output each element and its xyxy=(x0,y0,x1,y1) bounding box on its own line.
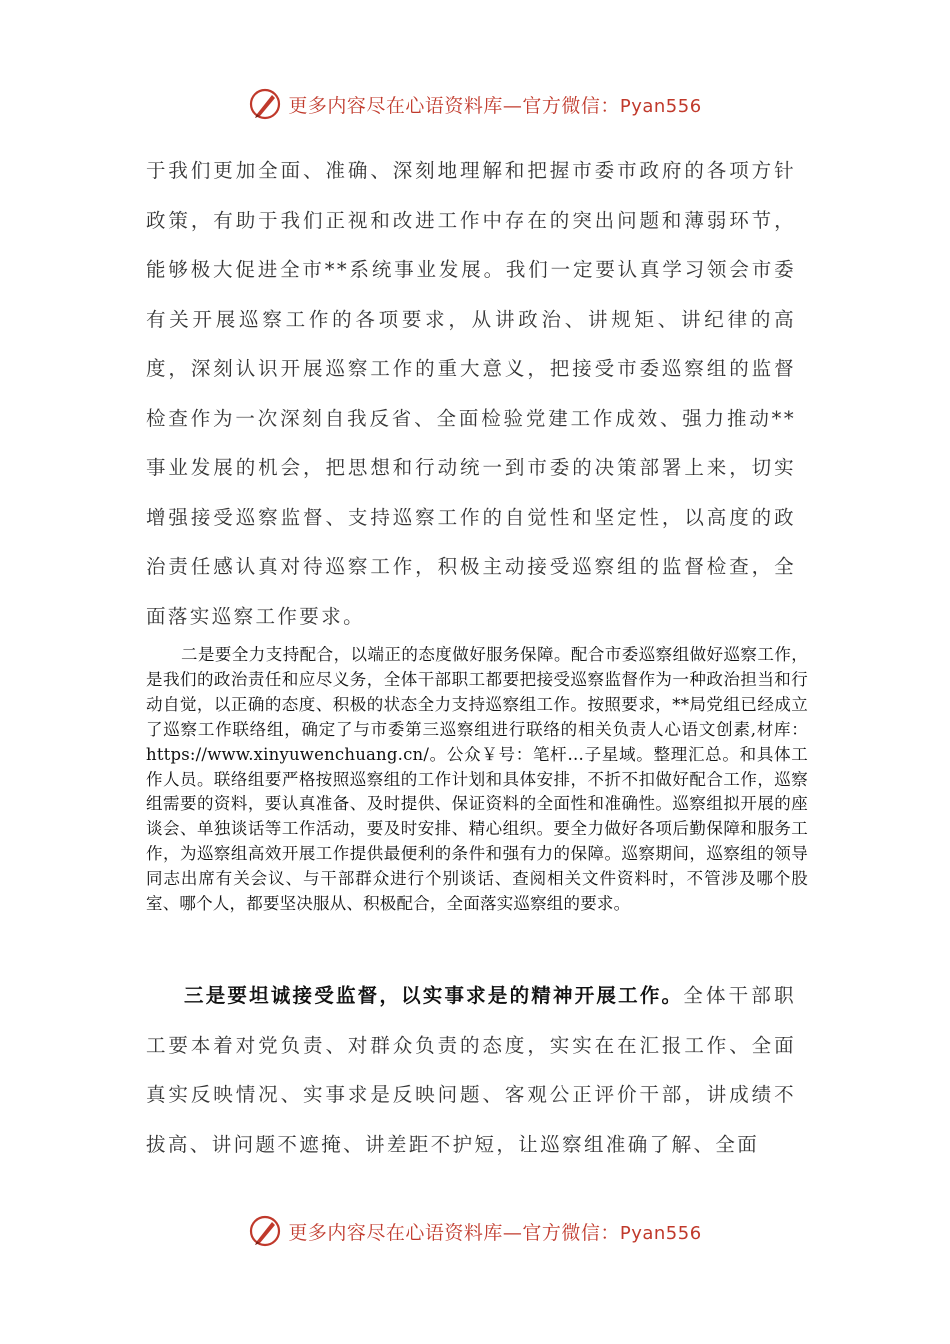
paragraph-3-heading: 三是要坦诚接受监督，以实事求是的精神开展工作。 xyxy=(184,984,684,1007)
footer-banner-text: 更多内容尽在心语资料库—官方微信：Pyan556 xyxy=(288,1221,702,1244)
pen-logo-icon xyxy=(248,87,282,121)
footer-banner xyxy=(0,1211,950,1251)
paragraph-3 xyxy=(146,971,796,1169)
header-banner xyxy=(0,84,950,124)
header-banner-text: 更多内容尽在心语资料库—官方微信：Pyan556 xyxy=(288,94,702,117)
paragraph-3-text: 全体干部职工要本着对党负责、对群众负责的态度，实实在在汇报工作、全面真实反映情况、实事求是反映问题、客观公正评价干部，讲成绩不拔高、讲问题不遮掩、讲差距不护短，让巡察组准确了解、全面 xyxy=(146,984,796,1156)
pen-logo-icon xyxy=(248,1214,282,1248)
paragraph-2: 二是要全力支持配合，以端正的态度做好服务保障。配合市委巡察组做好巡察工作，是我们的政治责任和应尽义务，全体干部职工都要把接受巡察监督作为一种政治担当和行动自觉，以正确的态度、积极的状态全力支持巡察组工作。按照要求，**局党组已经成立了巡察工作联络组，确定了与市委第三巡察组进行联络的相关负责人心语文创素,材库：https://www.xinyuwenchuang.cn/。公众￥号：笔杆…子星域。整理汇总。和具体工作人员。联络组要严格按照巡察组的工作计划和具体安排，不折不扣做好配合工作，巡察组需要的资料，要认真准备、及时提供、保证资料的全面性和准确性。巡察组拟开展的座谈会、单独谈话等工作活动，要及时安排、精心组织。要全力做好各项后勤保障和服务工作，为巡察组高效开展工作提供最便利的条件和强有力的保障。巡察期间，巡察组的领导同志出席有关会议、与干部群众进行个别谈话、查阅相关文件资料时，不管涉及哪个股室、哪个人，都要坚决服从、积极配合，全面落实巡察组的要求。 xyxy=(146,645,808,914)
header-wechat-id: Pyan556 xyxy=(619,95,702,117)
paragraph-1: 于我们更加全面、准确、深刻地理解和把握市委市政府的各项方针政策，有助于我们正视和改进工作中存在的突出问题和薄弱环节，能够极大促进全市**系统事业发展。我们一定要认真学习领会市委有关开展巡察工作的各项要求，从讲政治、讲规矩、讲纪律的高度，深刻认识开展巡察工作的重大意义，把接受市委巡察组的监督检查作为一次深刻自我反省、全面检验党建工作成效、强力推动**事业发展的机会，把思想和行动统一到市委的决策部署上来，切实增强接受巡察监督、支持巡察工作的自觉性和坚定性，以高度的政治责任感认真对待巡察工作，积极主动接受巡察组的监督检查，全面落实巡察工作要求。 xyxy=(146,159,796,628)
footer-wechat-id: Pyan556 xyxy=(619,1222,702,1244)
